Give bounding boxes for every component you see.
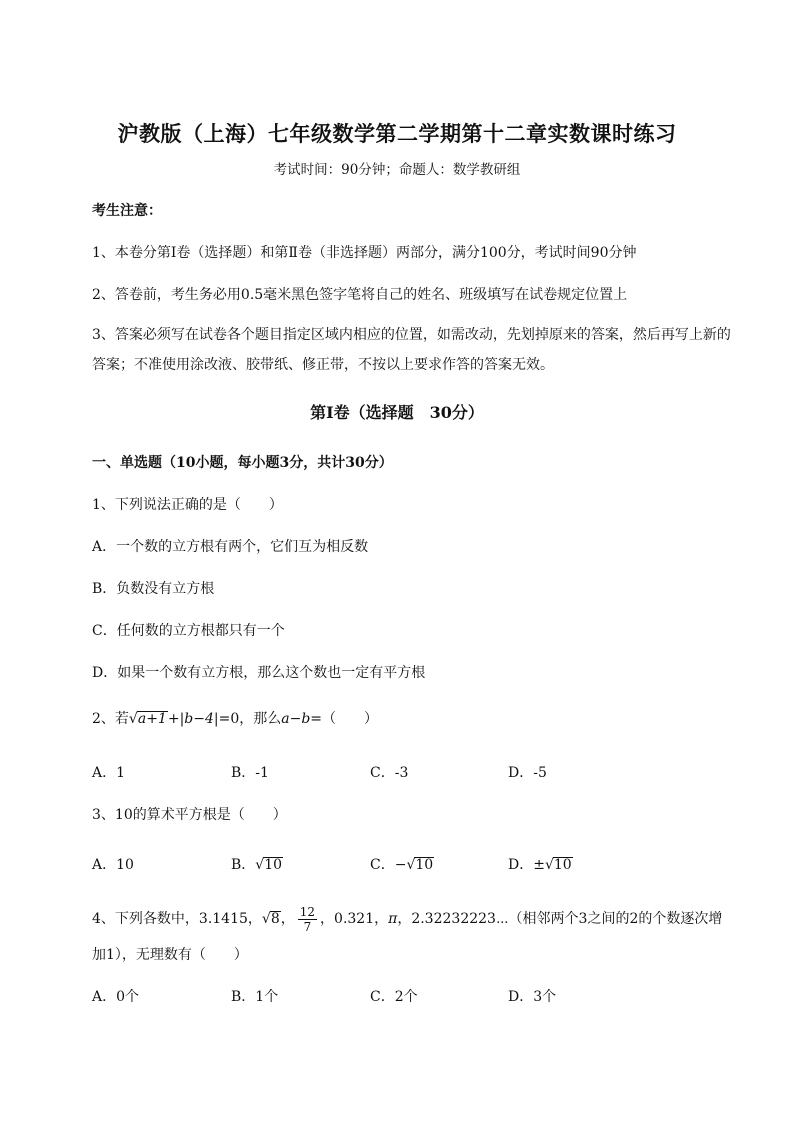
q2-prefix: 2、若	[92, 711, 129, 727]
question-1-option-d: D．如果一个数有立方根，那么这个数也一定有平方根	[92, 665, 426, 681]
q4-radicand: 8	[270, 911, 280, 927]
question-4-option-c: C．2个	[370, 989, 418, 1005]
notice-heading: 考生注意：	[92, 203, 162, 219]
q4-comma: ，	[280, 911, 295, 927]
abs-bar: |	[213, 711, 219, 727]
notice-item-1: 1、本卷分第I卷（选择题）和第Ⅱ卷（非选择题）两部分，满分100分，考试时间90分钟	[92, 245, 637, 261]
question-1-option-a: A．一个数的立方根有两个，它们互为相反数	[92, 539, 369, 555]
q4-suffix: ，2.32232223⋯（相邻两个3之间的2的个数逐次增	[397, 911, 723, 927]
sqrt-symbol: √	[406, 857, 416, 873]
sqrt-symbol: √	[544, 857, 554, 873]
question-3-option-a: A．10	[92, 857, 134, 873]
question-1-option-b: B．负数没有立方根	[92, 581, 215, 597]
question-3-option-b	[231, 854, 283, 874]
sqrt-symbol: √	[261, 911, 271, 927]
notice-item-3: 3、答案必须写在试卷各个题目指定区域内相应的位置，如需改动，先划掉原来的答案，然后再写上新的答案；不准使用涂改液、胶带纸、修正带，不按以上要求作答的答案无效。	[92, 327, 731, 373]
question-1-stem: 1、下列说法正确的是（ ）	[92, 497, 283, 513]
q4-fraction	[298, 905, 317, 934]
question-3-stem: 3、10的算术平方根是（ ）	[92, 807, 287, 823]
q2-radicand: a+1	[137, 711, 167, 727]
q4-mid: ，0.321，	[320, 911, 389, 927]
fraction-denominator: 7	[303, 919, 312, 934]
question-1-option-c: C．任何数的立方根都只有一个	[92, 623, 285, 639]
q3-b-label: B．	[231, 857, 256, 873]
sqrt-symbol: √	[255, 857, 265, 873]
exam-subtitle: 考试时间：90分钟；命题人：数学教研组	[273, 162, 521, 178]
q2-suffix: =（ ）	[310, 711, 379, 727]
q3-d-label: D．±	[508, 857, 545, 873]
question-2-option-b: B．-1	[231, 765, 269, 781]
fraction-numerator: 12	[299, 904, 316, 919]
question-2-option-d: D．-5	[508, 765, 547, 781]
pi-symbol: π	[388, 911, 398, 927]
q2-plus: +	[167, 711, 180, 727]
question-2-option-c: C．-3	[370, 765, 409, 781]
question-4-stem	[92, 904, 722, 934]
part-title: 一、单选题（10小题，每小题3分，共计30分）	[92, 455, 393, 471]
question-3-option-d	[508, 854, 573, 874]
question-4-option-b: B．1个	[231, 989, 279, 1005]
sqrt-symbol: √	[128, 711, 138, 727]
abs-bar: |	[179, 711, 185, 727]
q2-expr: a−b	[281, 711, 311, 727]
question-4-stem-line2: 加1），无理数有（ ）	[92, 947, 248, 963]
question-4-option-d: D．3个	[508, 989, 557, 1005]
question-3-option-c	[370, 854, 434, 874]
q2-abs-content: b−4	[184, 711, 214, 727]
page-title: 沪教版（上海）七年级数学第二学期第十二章实数课时练习	[117, 121, 677, 146]
q3-d-radicand: 10	[553, 857, 572, 873]
question-2-stem	[92, 708, 378, 728]
question-2-option-a: A．1	[92, 765, 126, 781]
q2-eq: =0，那么	[218, 711, 282, 727]
question-4-option-a: A．0个	[92, 989, 140, 1005]
section-title: 第I卷（选择题 30分）	[310, 403, 484, 422]
q3-c-label: C．−	[370, 857, 407, 873]
notice-item-2: 2、答卷前，考生务必用0.5毫米黑色签字笔将自己的姓名、班级填写在试卷规定位置上	[92, 287, 628, 303]
q4-prefix: 4、下列各数中，3.1415，	[92, 911, 262, 927]
q3-c-radicand: 10	[415, 857, 434, 873]
q3-b-radicand: 10	[264, 857, 283, 873]
